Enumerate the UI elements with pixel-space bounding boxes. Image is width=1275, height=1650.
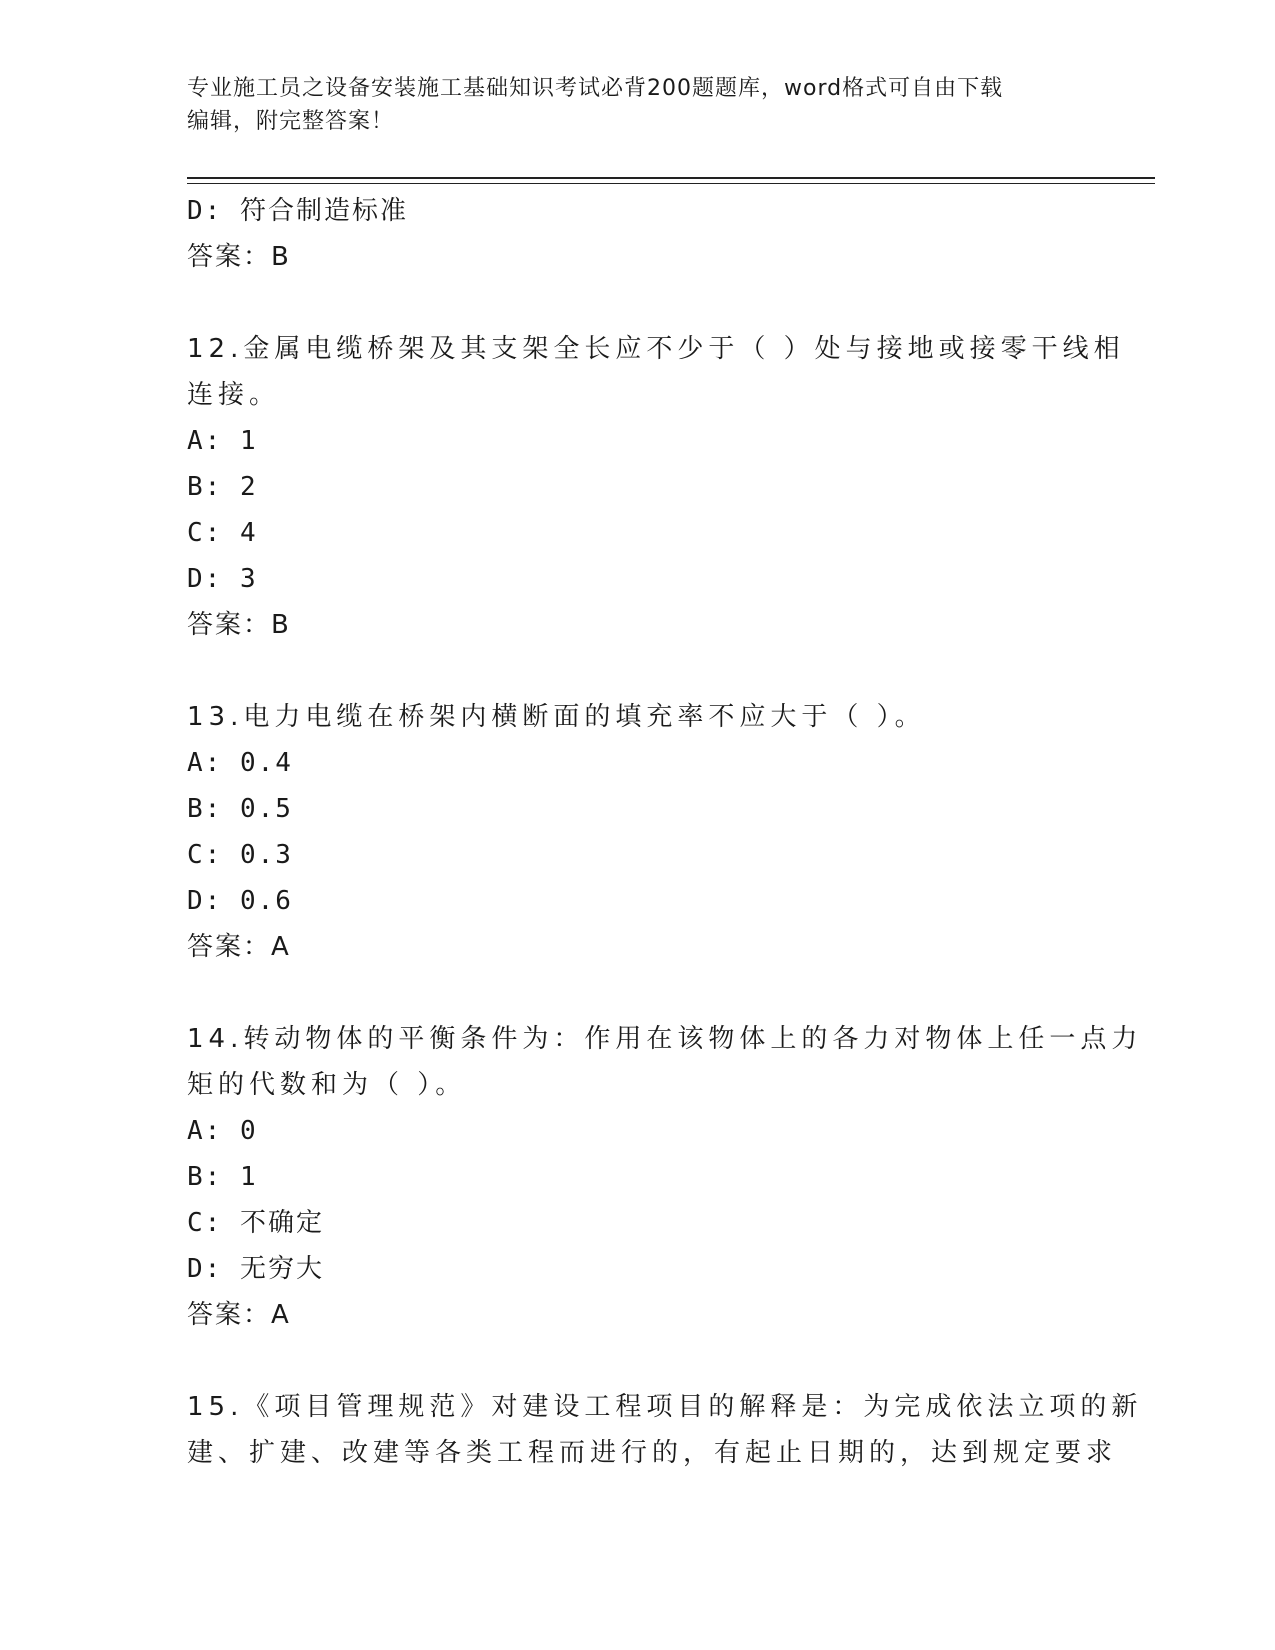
spacer bbox=[187, 1338, 1087, 1384]
option-d: D: 无穷大 bbox=[187, 1254, 324, 1284]
option-c: C: 0.3 bbox=[187, 840, 293, 870]
question-text: 13.电力电缆在桥架内横断面的填充率不应大于（ ）。 bbox=[187, 702, 926, 732]
question-text: 14.转动物体的平衡条件为：作用在该物体上的各力对物体上任一点力 bbox=[187, 1024, 1143, 1054]
question-text: 12.金属电缆桥架及其支架全长应不少于（ ）处与接地或接零干线相 bbox=[187, 334, 1125, 364]
option-b: B: 1 bbox=[187, 1162, 258, 1192]
question-14 bbox=[187, 1016, 1143, 1338]
option-d: D: 3 bbox=[187, 564, 258, 594]
header-line-2: 编辑，附完整答案！ bbox=[187, 109, 395, 134]
question-12 bbox=[187, 326, 1125, 648]
answer: 答案：A bbox=[187, 932, 291, 962]
option-a: A: 0 bbox=[187, 1116, 258, 1146]
header-divider-thin bbox=[187, 183, 1155, 184]
prev-answer: 答案：B bbox=[187, 242, 291, 272]
document-header bbox=[187, 72, 1087, 138]
question-list bbox=[187, 188, 1143, 1476]
option-c: C: 不确定 bbox=[187, 1208, 324, 1238]
header-line-1: 专业施工员之设备安装施工基础知识考试必背200题题库，word格式可自由下载 bbox=[187, 76, 1004, 101]
option-c: C: 4 bbox=[187, 518, 258, 548]
option-a: A: 0.4 bbox=[187, 748, 293, 778]
prev-option-d: D: 符合制造标准 bbox=[187, 196, 408, 226]
option-d: D: 0.6 bbox=[187, 886, 293, 916]
question-text: 15.《项目管理规范》对建设工程项目的解释是：为完成依法立项的新 bbox=[187, 1392, 1143, 1422]
question-text-cont: 连接。 bbox=[187, 380, 281, 410]
question-15 bbox=[187, 1384, 1143, 1476]
question-text-cont: 矩的代数和为（ ）。 bbox=[187, 1070, 467, 1100]
header-divider-thick bbox=[187, 177, 1155, 179]
answer: 答案：B bbox=[187, 610, 291, 640]
spacer bbox=[187, 970, 1087, 1016]
question-text-cont: 建、扩建、改建等各类工程而进行的，有起止日期的，达到规定要求 bbox=[187, 1438, 1118, 1468]
spacer bbox=[187, 648, 1087, 694]
option-a: A: 1 bbox=[187, 426, 258, 456]
question-13 bbox=[187, 694, 1087, 970]
option-b: B: 2 bbox=[187, 472, 258, 502]
spacer bbox=[187, 280, 1087, 326]
answer: 答案：A bbox=[187, 1300, 291, 1330]
option-b: B: 0.5 bbox=[187, 794, 293, 824]
